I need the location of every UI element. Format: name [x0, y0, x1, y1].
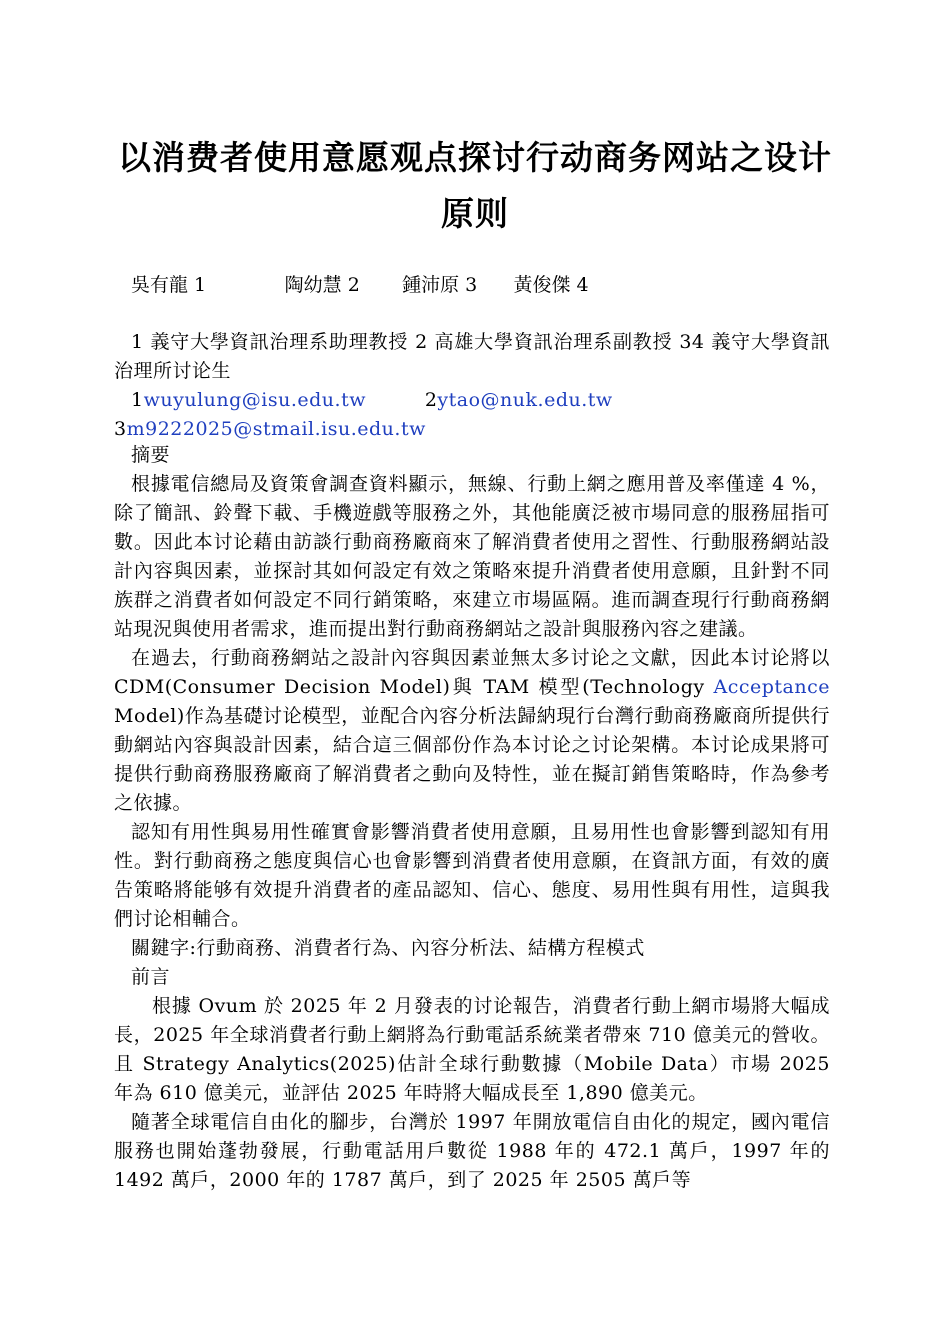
email-line-2: 3m9222025@stmail.isu.edu.tw [114, 418, 426, 440]
author-1: 吳有龍 1 [131, 274, 207, 296]
affiliation-block [114, 328, 830, 386]
keywords: 關鍵字:行動商務、消費者行為、內容分析法、結構方程模式 [131, 937, 645, 959]
author-line [131, 270, 589, 297]
affiliation: 1 義守大學資訊治理系助理教授 2 高雄大學資訊治理系副教授 34 義守大學資訊治理所讨论生 [114, 331, 830, 382]
abstract-section [114, 441, 830, 1195]
paper-title: 以消费者使用意愿观点探讨行动商务网站之设计原则 [118, 138, 832, 233]
author-2: 陶幼慧 2 [284, 274, 360, 296]
acceptance-link[interactable]: Acceptance [713, 676, 830, 698]
email-link-1[interactable]: wuyulung@isu.edu.tw [143, 389, 366, 411]
intro-paragraph-2: 隨著全球電信自由化的腳步，台灣於 1997 年開放電信自由化的規定，國內電信服務也開始蓬勃發展，行動電話用戶數從 1988 年的 472.1 萬戶，1997 年的 1492 萬戶，2000 年的 1787 萬戶，到了 2025 年 2505 萬戶等 [114, 1111, 830, 1191]
email-link-2[interactable]: ytao@nuk.edu.tw [437, 389, 613, 411]
email-block [114, 386, 830, 444]
intro-heading: 前言 [131, 966, 171, 988]
abstract-heading: 摘要 [131, 444, 171, 466]
abstract-paragraph-2: 在過去，行動商務網站之設計內容與因素並無太多讨论之文獻，因此本讨论將以 CDM(Consumer Decision Model)與 TAM 模型(Technology Acceptance Model)作為基礎讨论模型，並配合內容分析法歸納現行台灣行動商務廠商所提供行動網站內容與設計因素，結合這三個部份作為本讨论之讨论架構。本讨论成果將可提供行動商務服務廠商了解消費者之動向及特性，並在擬訂銷售策略時，作為參考之依據。 [114, 647, 830, 814]
abstract-paragraph-1: 根據電信總局及資策會調查資料顯示，無線、行動上網之應用普及率僅達 4 %，除了簡訊、鈴聲下載、手機遊戲等服務之外，其他能廣泛被市場同意的服務屈指可數。因此本讨论藉由訪談行動商務廠商來了解消費者使用之習性、行動服務網站設計內容與因素，並探討其如何設定有效之策略來提升消費者使用意願，且針對不同族群之消費者如何設定不同行銷策略，來建立市場區隔。進而調查現行行動商務網站現況與使用者需求，進而提出對行動商務網站之設計與服務內容之建議。 [114, 473, 830, 640]
author-3: 鍾沛原 3 [402, 274, 478, 296]
email-line-1: 1wuyulung@isu.edu.tw 2ytao@nuk.edu.tw [131, 389, 613, 411]
author-4: 黃俊傑 4 [513, 274, 589, 296]
abstract-paragraph-3: 認知有用性與易用性確實會影響消費者使用意願，且易用性也會影響到認知有用性。對行動商務之態度與信心也會影響到消費者使用意願，在資訊方面，有效的廣告策略將能够有效提升消費者的產品認知、信心、態度、易用性與有用性，這與我們讨论相輔合。 [114, 821, 830, 930]
email-link-3[interactable]: m9222025@stmail.isu.edu.tw [126, 418, 426, 440]
intro-paragraph-1: 根據 Ovum 於 2025 年 2 月發表的讨论報告，消費者行動上網市場將大幅成長，2025 年全球消費者行動上網將為行動電話系統業者帶來 710 億美元的營收。且 Strategy Analytics(2025)估計全球行動數據（Mobile Data）市場 2025 年為 610 億美元，並評估 2025 年時將大幅成長至 1,890 億美元。 [114, 995, 830, 1104]
